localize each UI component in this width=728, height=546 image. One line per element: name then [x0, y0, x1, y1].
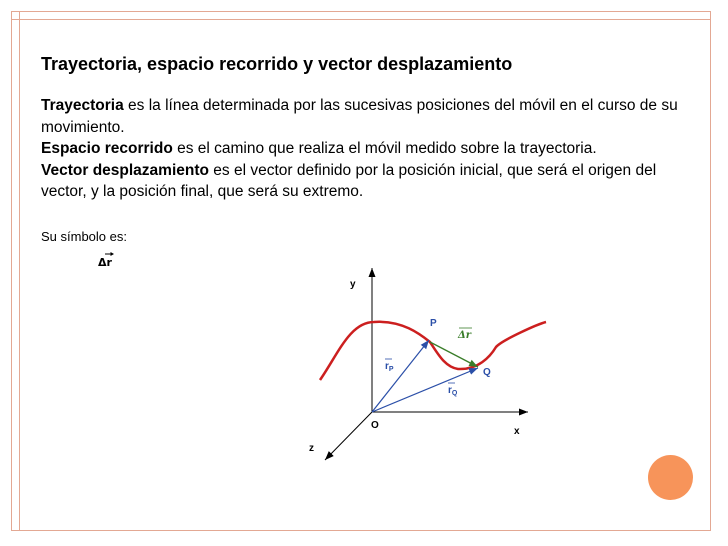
paragraph-espacio-recorrido — [41, 138, 691, 160]
symbol-label: Su símbolo es: — [41, 229, 127, 244]
term-vector-desplazamiento: Vector desplazamiento — [41, 161, 209, 179]
label-vector-rq: $r_Q$ — [448, 385, 458, 397]
definition-espacio-recorrido: es el camino que realiza el móvil medido sobre la trayectoria. — [172, 140, 597, 157]
frame-vertical-line — [19, 11, 20, 531]
frame-horizontal-line — [11, 19, 711, 20]
trajectory-diagram — [300, 262, 550, 462]
symbol-text: Δr — [98, 256, 112, 269]
label-origin: O — [371, 420, 379, 431]
trajectory-curve — [320, 322, 546, 380]
vector-rq — [372, 368, 478, 412]
decorative-circle — [648, 455, 693, 500]
label-point-q: Q — [483, 367, 491, 378]
slide-title: Trayectoria, espacio recorrido y vector desplazamiento — [41, 54, 513, 74]
label-x-axis: x — [514, 426, 520, 437]
vector-rp — [372, 340, 429, 412]
paragraph-trayectoria — [41, 95, 691, 138]
term-trayectoria: Trayectoria — [41, 97, 124, 114]
definition-trayectoria: es la línea determinada por las sucesivas posiciones del móvil en el curso de su movimiento. — [41, 97, 678, 136]
z-axis — [325, 412, 372, 460]
term-espacio-recorrido: Espacio recorrido — [41, 140, 173, 157]
slide-body — [41, 95, 691, 203]
label-y-axis: y — [350, 279, 356, 290]
label-point-p: P — [430, 318, 437, 329]
delta-r-symbol — [96, 250, 116, 270]
paragraph-vector-desplazamiento — [41, 160, 691, 203]
label-vector-delta-r: Δr — [458, 330, 472, 341]
label-z-axis: z — [309, 443, 314, 454]
definition-vector-desplazamiento: es el vector definido por la posición inicial, que será el origen del vector, y la posición final, que será su extremo. — [41, 161, 657, 200]
label-vector-rp: $r_P$ — [385, 361, 394, 373]
